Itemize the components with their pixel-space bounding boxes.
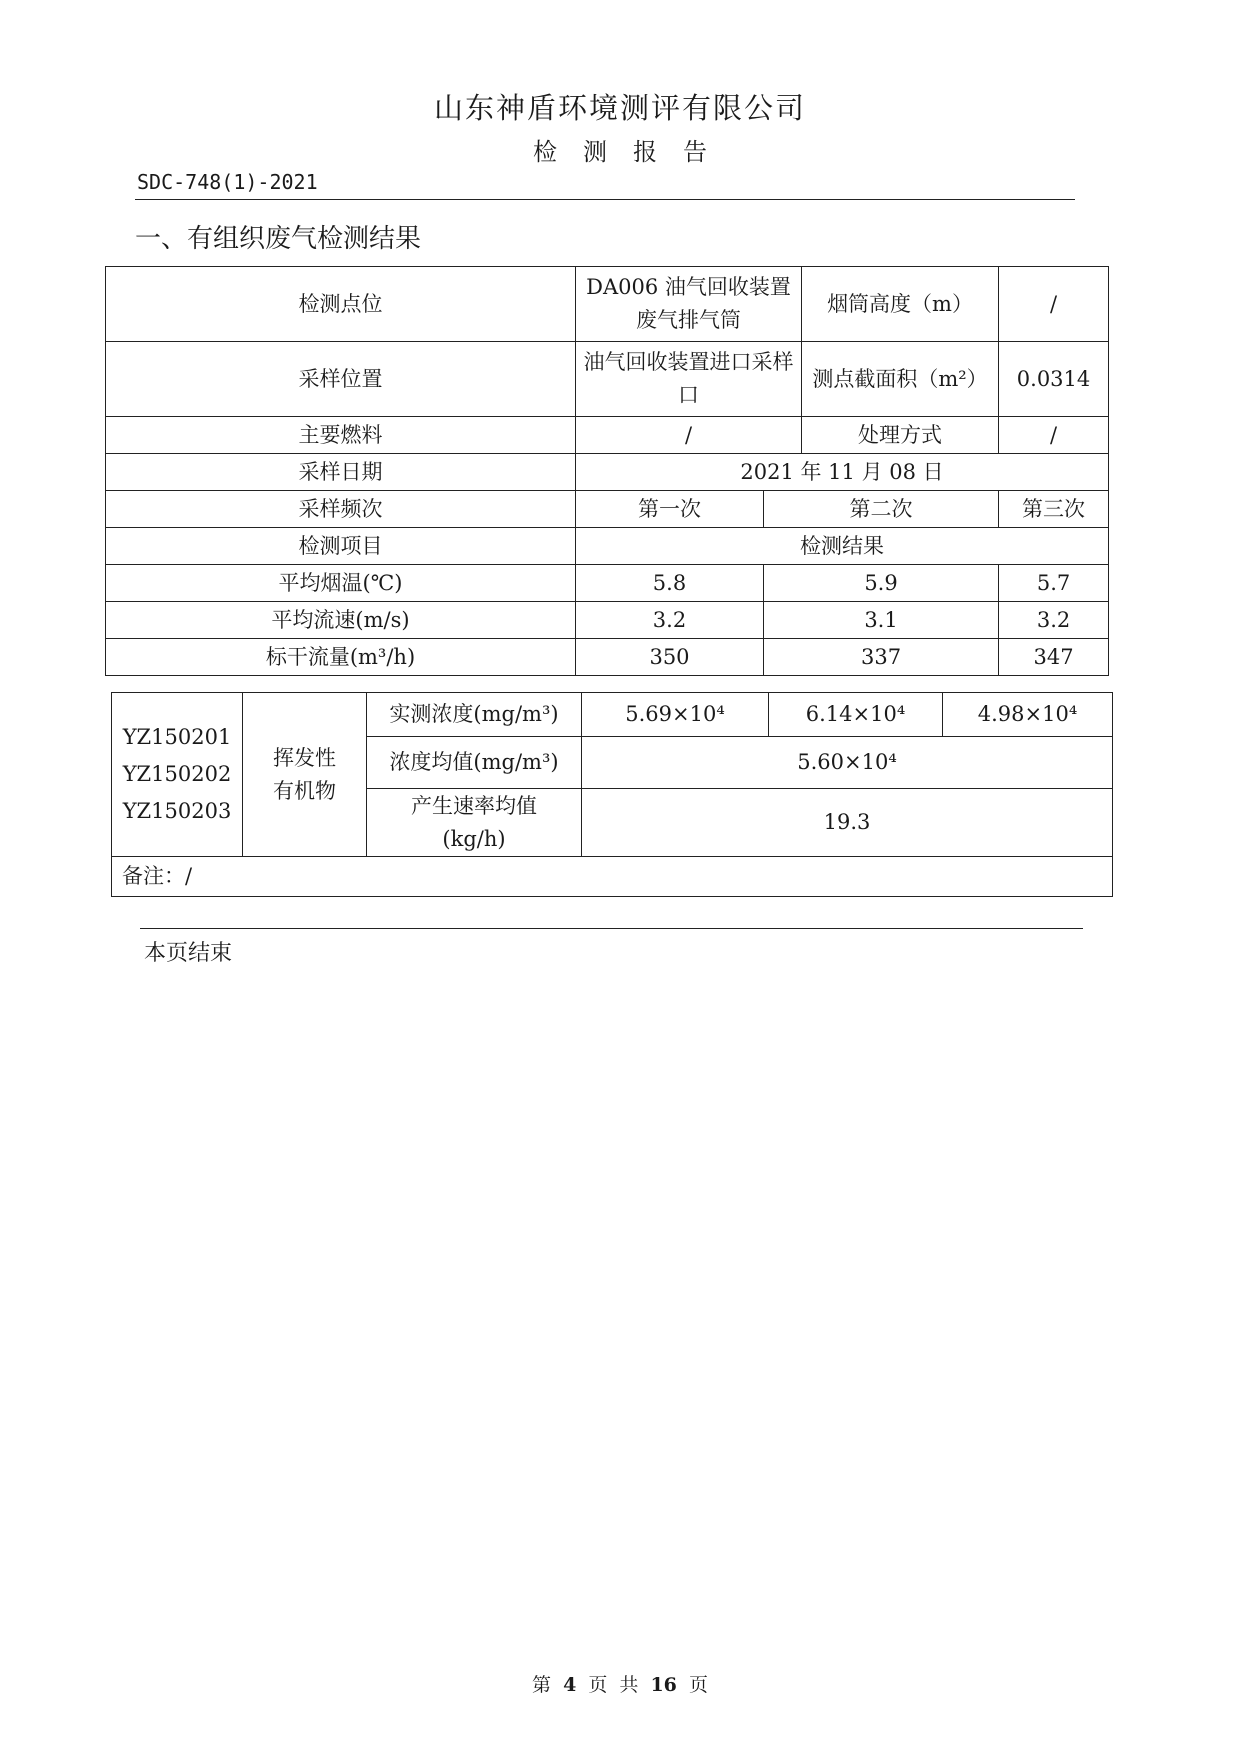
fuel-value: / <box>576 417 802 454</box>
cell-value: 350 <box>576 639 764 676</box>
cross-section-value: 0.0314 <box>999 342 1109 417</box>
table-row <box>112 693 1113 737</box>
table-row <box>106 639 1109 676</box>
sampling-position-label: 采样位置 <box>106 342 576 417</box>
table-row <box>106 342 1109 417</box>
frequency-label: 采样频次 <box>106 491 576 528</box>
footer-suffix: 页 <box>688 1674 708 1696</box>
end-of-page-mark: 本页结束 <box>144 941 233 966</box>
table-row <box>106 565 1109 602</box>
report-title: 检测报告 <box>533 138 733 166</box>
date-label: 采样日期 <box>106 454 576 491</box>
table-row <box>106 528 1109 565</box>
measured-value: 5.69×10⁴ <box>582 693 769 737</box>
result-label: 检测结果 <box>576 528 1109 565</box>
cell-value: 3.2 <box>999 602 1109 639</box>
cell-value: 3.2 <box>576 602 764 639</box>
measured-value: 6.14×10⁴ <box>769 693 943 737</box>
rate-label-line: 产生速率均值 <box>411 793 537 818</box>
point-label: 检测点位 <box>106 267 576 342</box>
stack-height-value: / <box>999 267 1109 342</box>
cell-value: 3.1 <box>764 602 999 639</box>
rate-label <box>367 789 582 857</box>
sample-id: YZ150202 <box>122 762 232 786</box>
page-number: 4 <box>563 1674 577 1696</box>
table-row <box>106 267 1109 342</box>
pollutant-name <box>243 693 367 857</box>
row-label: 标干流量(m³/h) <box>106 639 576 676</box>
table-row <box>106 602 1109 639</box>
header-divider <box>135 199 1075 200</box>
cell-value: 337 <box>764 639 999 676</box>
stack-height-label: 烟筒高度（m） <box>802 267 999 342</box>
company-name: 山东神盾环境测评有限公司 <box>433 91 806 125</box>
point-value: DA006 油气回收装置废气排气筒 <box>576 267 802 342</box>
table-row <box>106 491 1109 528</box>
cell-value: 5.9 <box>764 565 999 602</box>
rate-label-line: (kg/h) <box>442 826 506 851</box>
pollutant-line: 挥发性 <box>273 745 336 770</box>
report-number: SDC-748(1)-2021 <box>137 170 318 194</box>
measured-value: 4.98×10⁴ <box>943 693 1113 737</box>
rate-value: 19.3 <box>582 789 1113 857</box>
treatment-value: / <box>999 417 1109 454</box>
sample-ids <box>112 693 243 857</box>
cell-value: 5.8 <box>576 565 764 602</box>
page-footer <box>0 1670 1240 1697</box>
sampling-info-table <box>105 266 1109 676</box>
footer-prefix: 第 <box>532 1674 552 1696</box>
treatment-label: 处理方式 <box>802 417 999 454</box>
total-pages: 16 <box>650 1674 677 1696</box>
row-label: 平均烟温(℃) <box>106 565 576 602</box>
footer-middle: 页 共 <box>588 1674 639 1696</box>
round-2: 第二次 <box>764 491 999 528</box>
round-3: 第三次 <box>999 491 1109 528</box>
row-label: 平均流速(m/s) <box>106 602 576 639</box>
pollutant-line: 有机物 <box>273 778 336 803</box>
measured-label: 实测浓度(mg/m³) <box>367 693 582 737</box>
date-value: 2021 年 11 月 08 日 <box>576 454 1109 491</box>
item-label: 检测项目 <box>106 528 576 565</box>
avg-conc-label: 浓度均值(mg/m³) <box>367 737 582 789</box>
sample-id: YZ150201 <box>122 725 232 749</box>
round-1: 第一次 <box>576 491 764 528</box>
sample-id: YZ150203 <box>122 799 232 823</box>
sampling-position-value: 油气回收装置进口采样口 <box>576 342 802 417</box>
voc-results-table <box>111 692 1113 897</box>
avg-conc-value: 5.60×10⁴ <box>582 737 1113 789</box>
cell-value: 5.7 <box>999 565 1109 602</box>
section-title: 一、有组织废气检测结果 <box>135 224 422 254</box>
cell-value: 347 <box>999 639 1109 676</box>
table-row <box>106 454 1109 491</box>
remarks: 备注：/ <box>112 857 1113 897</box>
table-row <box>112 857 1113 897</box>
end-divider <box>140 928 1083 929</box>
table-row <box>106 417 1109 454</box>
cross-section-label: 测点截面积（m²） <box>802 342 999 417</box>
fuel-label: 主要燃料 <box>106 417 576 454</box>
